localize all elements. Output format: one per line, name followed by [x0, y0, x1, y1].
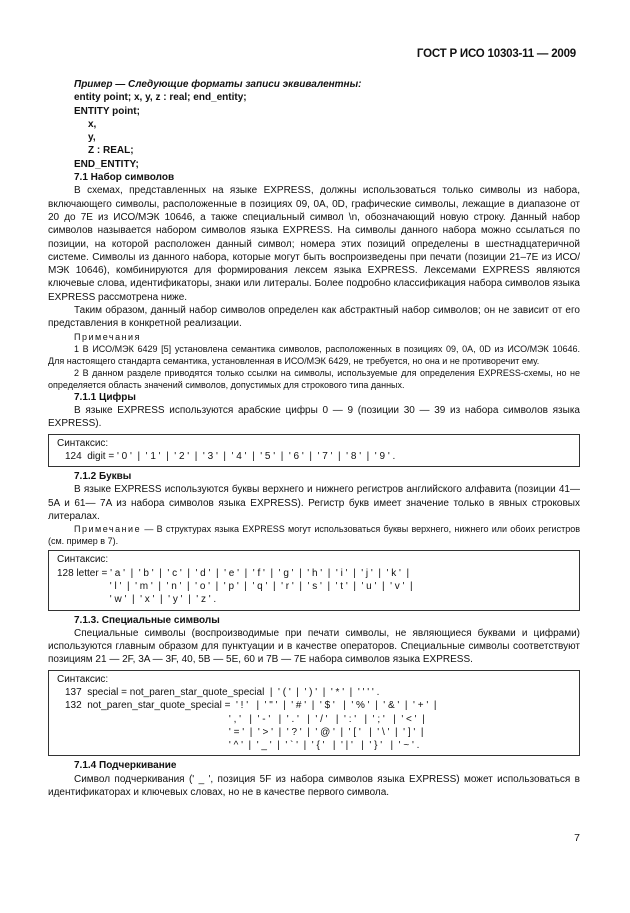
syntax-rule: ' l ' | ' m ' | ' n ' | ' o ' | ' p ' | ' q ' | ' r ' | ' s ' | ' t ' | ' u ' | ' v ' |	[57, 580, 413, 592]
note-1: 1 В ИСО/МЭК 6429 [5] установлена семантика символов, расположенных в позициях 09, 0A, 0D из ИСО/МЭК 10646. Для настоящего стандарта семантика, установленная в ИСО/МЭК 6429, не требуется, но она и не противоречит ему.	[48, 343, 580, 366]
example-line: entity point; x, y, z : real; end_entity;	[74, 92, 247, 104]
syntax-box-digit	[48, 434, 580, 468]
example-title: Пример — Следующие форматы записи эквивалентны:	[74, 79, 362, 90]
note-2: 2 В данном разделе приводятся только ссылки на символы, используемые для определения EXPRESS-схемы, но не определяется область значений символов, допустимых для строкового типа данных.	[48, 367, 580, 390]
page-number: 7	[574, 832, 580, 844]
syntax-rule: ' = ' | ' > ' | ' ? ' | ' @ ' | ' [ ' | ' \ ' | ' ] ' |	[65, 726, 424, 738]
syntax-label: Синтаксис:	[57, 437, 109, 449]
page-content	[48, 78, 580, 799]
section-heading-7-1-3: 7.1.3. Специальные символы	[74, 614, 220, 626]
note-lead: Примечание	[74, 524, 142, 535]
syntax-box-special	[48, 670, 580, 757]
example-line: END_ENTITY;	[74, 158, 139, 170]
example-line: ENTITY point;	[74, 105, 140, 117]
syntax-label: Синтаксис:	[57, 554, 109, 566]
syntax-rule: 132 not_paren_star_quote_special = ' ! ' | ' " ' | ' # ' | ' $ ' | ' % ' | ' & ' | ' + ' |	[65, 700, 437, 712]
syntax-rule: ' ^ ' | ' _ ' | ' ` ' | ' { ' | ' | ' | ' } ' | ' ~ ' .	[65, 740, 420, 752]
standard-header: ГОСТ Р ИСО 10303-11 — 2009	[416, 48, 576, 60]
section-paragraph: В языке EXPRESS используются буквы верхнего и нижнего регистров английского алфавита (позиции 41— 5A и 61— 7A из набора символов языка EXPRESS). Регистр букв имеет значение только в явных строковых литералах.	[48, 484, 580, 523]
note-text: — В структурах языка EXPRESS могут использоваться буквы верхнего, нижнего или обоих регистров (см. пример в 7).	[48, 524, 580, 547]
section-heading-7-1-2: 7.1.2 Буквы	[74, 471, 132, 483]
syntax-label: Синтаксис:	[57, 673, 109, 685]
syntax-rule: ' w ' | ' x ' | ' y ' | ' z ' .	[57, 594, 217, 606]
notes-title: Примечания	[74, 331, 141, 342]
syntax-box-letter	[48, 550, 580, 610]
syntax-rule: ' , ' | ' - ' | ' . ' | ' / ' | ' : ' | ' ; ' | ' < ' |	[65, 713, 425, 725]
section-heading-7-1-4: 7.1.4 Подчеркивание	[74, 760, 177, 772]
section-paragraph: В языке EXPRESS используются арабские цифры 0 — 9 (позиции 30 — 39 из набора символов языка EXPRESS).	[48, 404, 580, 430]
section-heading-7-1: 7.1 Набор символов	[74, 172, 175, 184]
section-paragraph: Таким образом, данный набор символов определен как абстрактный набор символов; он не зависит от его представления в конкретной реализации.	[48, 305, 580, 330]
example-line: x,	[88, 118, 97, 130]
syntax-rule: 137 special = not_paren_star_quote_special | ' ( ' | ' ) ' | ' * ' | ' ' ' ' .	[65, 686, 380, 698]
section-paragraph: Символ подчеркивания (' _ ', позиция 5F из набора символов языка EXPRESS) может использоваться в идентификаторах и ключевых словах, но не в качестве первого символа.	[48, 773, 580, 799]
section-paragraph: Специальные символы (воспроизводимые при печати символы, не являющиеся буквами и цифрами) используются главным образом для пунктуации и в качестве операторов. Специальные символы соответствуют позициям 21 — 2F, 3A — 3F, 40, 5B — 5E, 60 и 7B — 7E набора символов языка EXPRESS.	[48, 627, 580, 666]
example-line: Z : REAL;	[88, 145, 134, 157]
section-paragraph: В схемах, представленных на языке EXPRESS, должны использоваться только символы из набора, включающего символы, расположенные в позициях 09, 0A, 0D, графические символы, лежащие в диапазоне от 20 до 7E из ИСО/МЭК 10646, а также специальный символ \n, обозначающий новую строку. Данный набор символов называется набором символов языка EXPRESS. На символы данного набора можно ссылаться по позиции, на которой расположен данный символ; номера этих позиций определены в шестнадцатеричной системе. Символы из данного набора, которые могут быть воспроизведены при печати (позиции 21–7E из ИСО/МЭК 10646), комбинируются для формирования лексем языка EXPRESS. Лексемами EXPRESS являются ключевые слова, идентификаторы, знаки или литералы. Более подробно классификация набора символов языка EXPRESS рассмотрена ниже.	[48, 185, 580, 303]
example-line: y,	[88, 132, 96, 144]
syntax-rule: 128 letter = ' a ' | ' b ' | ' c ' | ' d ' | ' e ' | ' f ' | ' g ' | ' h ' | ' i ' | ' j ' | ' k ' |	[57, 567, 410, 579]
note	[48, 523, 580, 547]
syntax-rule: 124 digit = ' 0 ' | ' 1 ' | ' 2 ' | ' 3 ' | ' 4 ' | ' 5 ' | ' 6 ' | ' 7 ' | ' 8 ' | ' 9 ' .	[65, 450, 396, 462]
section-heading-7-1-1: 7.1.1 Цифры	[74, 391, 136, 403]
